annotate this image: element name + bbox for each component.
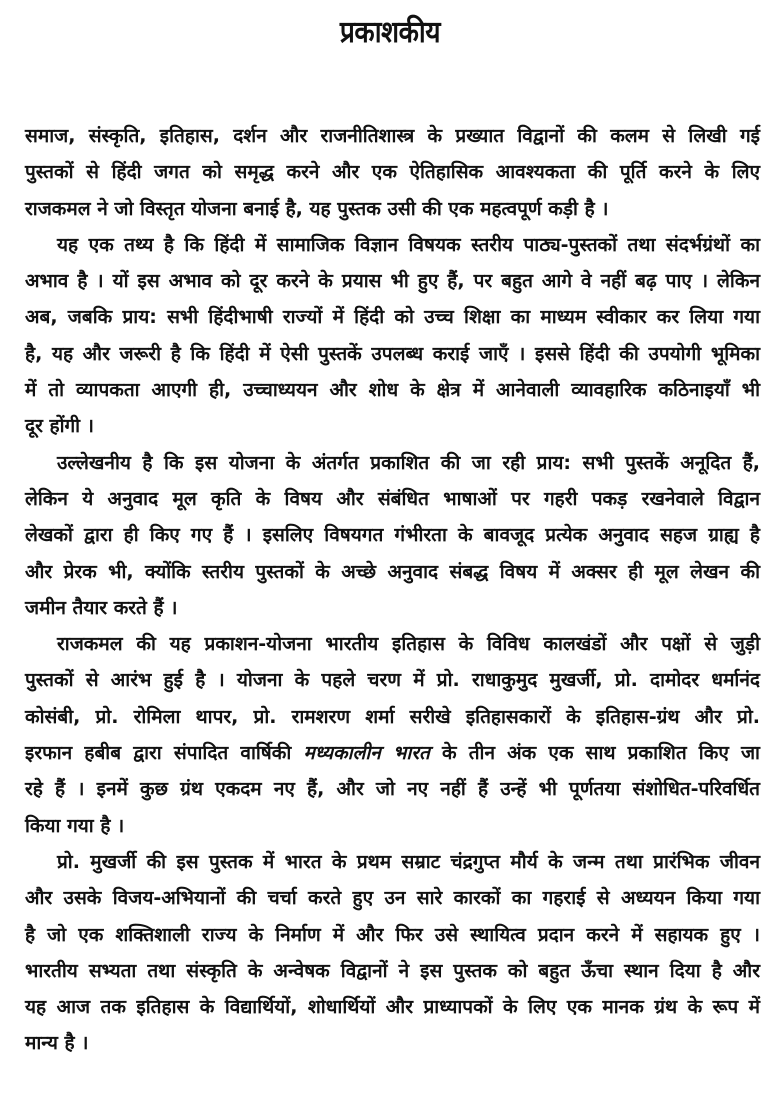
text-line: रहे हैं । इनमें कुछ ग्रंथ एकदम नए हैं, और जो नए नहीं हैं उन्हें भी पूर्णतया संशोधित-परिवर्धित xyxy=(25,778,760,801)
text-line: दूर होंगी । xyxy=(25,415,94,438)
publisher-name: राजकमल xyxy=(57,633,123,656)
text-line: जमीन तैयार करते हैं । xyxy=(25,596,178,619)
paragraph xyxy=(25,445,760,626)
text-line: मान्य है । xyxy=(25,1032,89,1055)
journal-title: मध्यकालीन भारत xyxy=(303,742,430,765)
paragraph xyxy=(25,227,760,445)
text-line: है, यह और जरूरी है कि हिंदी में ऐसी पुस्तकें उपलब्ध कराई जाएँ । इससे हिंदी की उपयोगी भूमिका xyxy=(25,342,760,365)
publisher-name: राजकमल xyxy=(25,197,91,220)
paragraph xyxy=(25,844,760,1062)
paragraph xyxy=(25,626,760,844)
text-line: कोसंबी, प्रो. रोमिला थापर, प्रो. रामशरण शर्मा सरीखे इतिहासकारों के इतिहास-ग्रंथ और प्रो. xyxy=(25,705,760,728)
document-body xyxy=(25,118,760,1062)
text-line: अब, जबकि प्राय: सभी हिंदीभाषी राज्यों में हिंदी को उच्च शिक्षा का माध्यम स्वीकार कर लिया गया xyxy=(25,306,760,329)
paragraph xyxy=(25,118,760,227)
text-line: किया गया है । xyxy=(25,814,125,837)
text-line: है जो एक शक्तिशाली राज्य के निर्माण में और फिर उसे स्थायित्व प्रदान करने में सहायक हुए । xyxy=(25,923,760,946)
page-title: प्रकाशकीय xyxy=(339,15,441,50)
text-line: पुस्तकों से आरंभ हुई है । योजना के पहले चरण में प्रो. राधाकुमुद मुखर्जी, प्रो. दामोदर धर्मानंद xyxy=(25,669,760,692)
text-line: यह एक तथ्य है कि हिंदी में सामाजिक विज्ञान विषयक स्तरीय पाठ्य-पुस्तकों तथा संदर्भग्रंथों का xyxy=(57,233,760,256)
text-line: और उसके विजय-अभियानों की चर्चा करते हुए उन सारे कारकों का गहराई से अध्ययन किया गया xyxy=(25,887,760,910)
text-line: में तो व्यापकता आएगी ही, उच्चाध्ययन और शोध के क्षेत्र में आनेवाली व्यावहारिक कठिनाइयाँ भी xyxy=(25,379,760,402)
text-line: उल्लेखनीय है कि इस योजना के अंतर्गत प्रकाशित की जा रही प्राय: सभी पुस्तकें अनूदित हैं, xyxy=(57,451,760,474)
text-line: प्रो. मुखर्जी की इस पुस्तक में भारत के प्रथम सम्राट चंद्रगुप्त मौर्य के जन्म तथा प्रारंभिक जीवन xyxy=(57,850,760,873)
text-line: राजकमल की यह प्रकाशन-योजना भारतीय इतिहास के विविध कालखंडों और पक्षों से जुड़ी xyxy=(57,633,760,656)
text-line: यह आज तक इतिहास के विद्यार्थियों, शोधार्थियों और प्राध्यापकों के लिए एक मानक ग्रंथ के रूप में xyxy=(25,996,760,1019)
text-line: समाज, संस्कृति, इतिहास, दर्शन और राजनीतिशास्त्र के प्रख्यात विद्वानों की कलम से लिखी गई xyxy=(25,125,760,147)
text-line: अभाव है । यों इस अभाव को दूर करने के प्रयास भी हुए हैं, पर बहुत आगे वे नहीं बढ़ पाए । लेकिन xyxy=(25,270,760,293)
text-line: और प्रेरक भी, क्योंकि स्तरीय पुस्तकों के अच्छे अनुवाद संबद्ध विषय में अक्सर ही मूल लेखन की xyxy=(25,560,760,583)
text-line: लेकिन ये अनुवाद मूल कृति के विषय और संबंधित भाषाओं पर गहरी पकड़ रखनेवाले विद्वान xyxy=(25,487,760,510)
text-line: राजकमल ने जो विस्तृत योजना बनाई है, यह पुस्तक उसी की एक महत्वपूर्ण कड़ी है । xyxy=(25,197,609,220)
text-line: इरफान हबीब द्वारा संपादित वार्षिकी मध्यकालीन भारत के तीन अंक एक साथ प्रकाशित किए जा xyxy=(25,742,760,765)
text-line: भारतीय सभ्यता तथा संस्कृति के अन्वेषक विद्वानों ने इस पुस्तक को बहुत ऊँचा स्थान दिया है और xyxy=(25,959,760,982)
text-line: पुस्तकों से हिंदी जगत को समृद्ध करने और एक ऐतिहासिक आवश्यकता की पूर्ति करने के लिए xyxy=(25,161,760,184)
text-line: लेखकों द्वारा ही किए गए हैं । इसलिए विषयगत गंभीरता के बावजूद प्रत्येक अनुवाद सहज ग्राह्य है xyxy=(25,524,760,547)
